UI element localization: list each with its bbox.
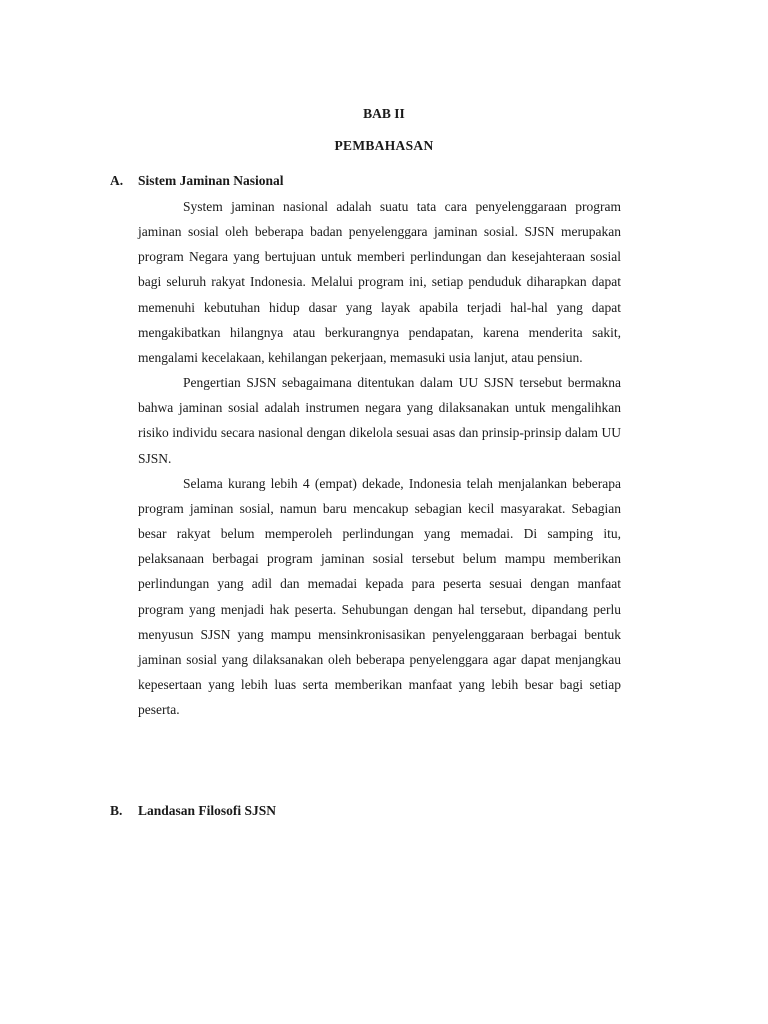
- section-title: Landasan Filosofi SJSN: [138, 803, 277, 818]
- chapter-number: BAB II: [363, 106, 405, 121]
- paragraph: System jaminan nasional adalah suatu tata cara penyelenggaraan program jaminan sosial oleh beberapa badan penyelenggara jaminan sosial. SJSN merupakan program Negara yang bertujuan untuk memberi perlindungan dan kesejahteraan sosial bagi seluruh rakyat Indonesia. Melalui program ini, setiap penduduk diharapkan dapat memenuhi kebutuhan hidup dasar yang layak apabila terjadi hal-hal yang dapat mengakibatkan hilangnya atau berkurangnya pendapatan, karena menderita sakit, mengalami kecelakaan, kehilangan pekerjaan, memasuki usia lanjut, atau pensiun.: [138, 199, 621, 365]
- paragraph: Pengertian SJSN sebagaimana ditentukan dalam UU SJSN tersebut bermakna bahwa jaminan sosial adalah instrumen negara yang dilaksanakan untuk mengalihkan risiko individu secara nasional dengan dikelola sesuai asas dan prinsip-prinsip dalam UU SJSN.: [138, 375, 621, 466]
- section-letter: A.: [110, 173, 124, 188]
- section-title: Sistem Jaminan Nasional: [138, 173, 284, 188]
- chapter-title: PEMBAHASAN: [334, 138, 434, 153]
- paragraph: Selama kurang lebih 4 (empat) dekade, Indonesia telah menjalankan beberapa program jaminan sosial, namun baru mencakup sebagian kecil masyarakat. Sebagian besar rakyat belum memperoleh perlindungan yang memadai. Di samping itu, pelaksanaan berbagai program jaminan sosial tersebut belum mampu memberikan perlindungan yang adil dan memadai kepada para peserta sesuai dengan manfaat program yang menjadi hak peserta. Sehubungan dengan hal tersebut, dipandang perlu menyusun SJSN yang mampu mensinkronisasikan penyelenggaraan berbagai bentuk jaminan sosial yang dilaksanakan oleh beberapa penyelenggara agar dapat menjangkau kepesertaan yang lebih luas serta memberikan manfaat yang lebih besar bagi setiap peserta.: [138, 475, 621, 718]
- section-letter: B.: [110, 803, 123, 818]
- section-heading-a: [110, 173, 284, 189]
- section-a-body: [138, 194, 621, 722]
- section-heading-b: [110, 803, 276, 819]
